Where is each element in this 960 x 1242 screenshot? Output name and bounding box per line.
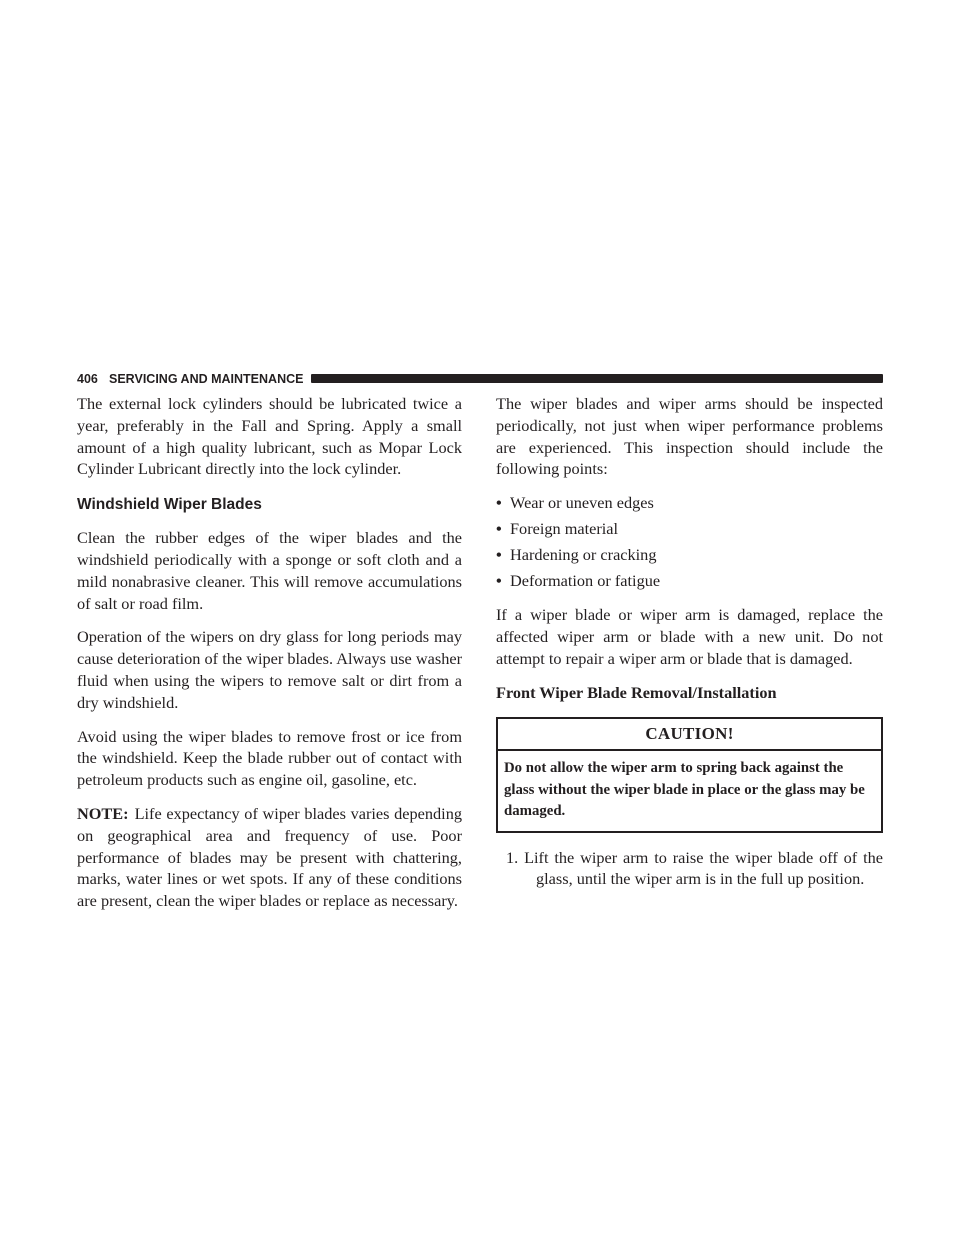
note-text: Life expectancy of wiper blades varies depending on geographical area and frequency of use. Poor performance of blades may be present with chattering, marks, water lines or wet spots. If any of these conditions are present, clean the wiper blades or replace as necessary. xyxy=(77,803,462,911)
section-title: SERVICING AND MAINTENANCE xyxy=(109,372,304,386)
subheading-front-wiper-removal: Front Wiper Blade Removal/Installation xyxy=(496,682,777,702)
paragraph-clean: Clean the rubber edges of the wiper blades and the windshield periodically with a sponge or soft cloth and a mild nonabrasive cleaner. This will remove accumulations of salt or road film. xyxy=(77,528,462,613)
caution-box xyxy=(496,717,883,832)
caution-text: Do not allow the wiper arm to spring back against the glass without the wiper blade in place or the glass may be damaged. xyxy=(504,760,865,820)
heading-windshield-wiper-blades: Windshield Wiper Blades xyxy=(77,496,262,514)
list-item: • Hardening or cracking xyxy=(496,545,657,565)
bullet-icon: • xyxy=(496,493,502,513)
paragraph-damaged: If a wiper blade or wiper arm is damaged, replace the affected wiper arm or blade with a new unit. Do not attempt to repair a wiper arm or blade that is damaged. xyxy=(496,605,883,668)
paragraph-inspect: The wiper blades and wiper arms should be inspected periodically, not just when wiper performance problems are experienced. This inspection should include the following points: xyxy=(496,394,883,479)
left-column xyxy=(77,393,462,924)
paragraph-operation: Operation of the wipers on dry glass for long periods may cause deterioration of the wiper blades. Always use washer fluid when using the wipers to remove salt or dirt from a dry windshield. xyxy=(77,627,462,712)
bullet-icon: • xyxy=(496,571,502,591)
inspection-points-list xyxy=(496,492,883,592)
paragraph-lock-cylinders: The external lock cylinders should be lubricated twice a year, preferably in the Fall and Spring. Apply a small amount of a high quality lubricant, such as Mopar Lock Cylinder Lubricant directly into the lock cylinder. xyxy=(77,394,462,479)
list-item: • Wear or uneven edges xyxy=(496,493,654,513)
right-column xyxy=(496,393,883,890)
note-label: NOTE: xyxy=(77,803,129,823)
note-paragraph xyxy=(77,803,462,912)
header-rule xyxy=(311,374,883,383)
page-number: 406 xyxy=(77,372,98,386)
bullet-icon: • xyxy=(496,545,502,565)
paragraph-avoid: Avoid using the wiper blades to remove frost or ice from the windshield. Keep the blade rubber out of contact with petroleum products such as engine oil, gasoline, etc. xyxy=(77,726,462,790)
list-item: • Deformation or fatigue xyxy=(496,571,661,591)
page-header xyxy=(77,371,883,387)
list-item: • Foreign material xyxy=(496,519,619,539)
caution-title: CAUTION! xyxy=(498,719,881,751)
bullet-icon: • xyxy=(496,519,502,539)
step-1: 1. Lift the wiper arm to raise the wiper blade off of the glass, until the wiper arm is in the full up position. xyxy=(506,847,883,889)
